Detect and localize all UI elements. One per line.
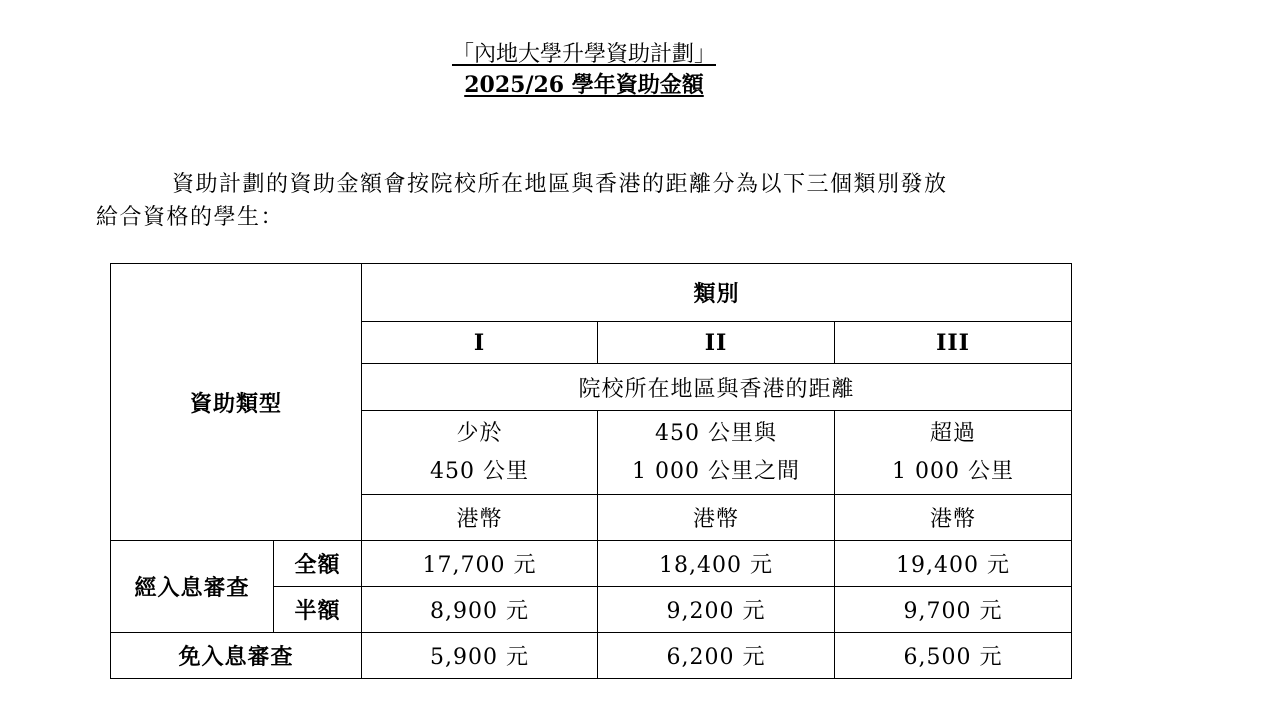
- intro-line-1: 資助計劃的資助金額會按院校所在地區與香港的距離分為以下三個類別發放: [172, 172, 948, 197]
- full-grant-label: 全額: [274, 541, 362, 587]
- half-grant-ii: 9,200 元: [598, 587, 835, 633]
- non-means-tested-label: 免入息審查: [111, 633, 362, 679]
- distance-header: 院校所在地區與香港的距離: [362, 364, 1072, 411]
- intro-paragraph: [96, 168, 1071, 234]
- distance-ii-line2: 1 000 公里之間: [632, 458, 800, 484]
- full-grant-iii: 19,400 元: [835, 541, 1072, 587]
- category-header: 類別: [362, 264, 1072, 322]
- half-grant-i: 8,900 元: [362, 587, 598, 633]
- grant-amount-table: [110, 263, 1072, 679]
- distance-ii-line1: 450 公里與: [655, 420, 778, 446]
- distance-i-line1: 少於: [456, 420, 503, 446]
- category-i: I: [362, 322, 598, 364]
- distance-cell-ii: [598, 411, 835, 495]
- document-title: 「內地大學升學資助計劃」: [451, 42, 716, 67]
- distance-i-line2: 450 公里: [430, 458, 530, 484]
- non-means-tested-ii: 6,200 元: [598, 633, 835, 679]
- currency-i: 港幣: [362, 495, 598, 541]
- distance-iii-line1: 超過: [930, 420, 977, 446]
- document-subtitle: 2025/26 學年資助金額: [464, 72, 704, 98]
- category-iii: III: [835, 322, 1072, 364]
- distance-cell-iii: [835, 411, 1072, 495]
- non-means-tested-iii: 6,500 元: [835, 633, 1072, 679]
- currency-iii: 港幣: [835, 495, 1072, 541]
- intro-line-2: 給合資格的學生：: [96, 205, 285, 230]
- title-block: [0, 40, 1168, 100]
- distance-cell-i: [362, 411, 598, 495]
- full-grant-i: 17,700 元: [362, 541, 598, 587]
- non-means-tested-i: 5,900 元: [362, 633, 598, 679]
- distance-iii-line2: 1 000 公里: [892, 458, 1014, 484]
- half-grant-iii: 9,700 元: [835, 587, 1072, 633]
- half-grant-label: 半額: [274, 587, 362, 633]
- grant-type-header: 資助類型: [111, 264, 362, 541]
- currency-ii: 港幣: [598, 495, 835, 541]
- category-ii: II: [598, 322, 835, 364]
- means-tested-label: 經入息審查: [111, 541, 274, 633]
- full-grant-ii: 18,400 元: [598, 541, 835, 587]
